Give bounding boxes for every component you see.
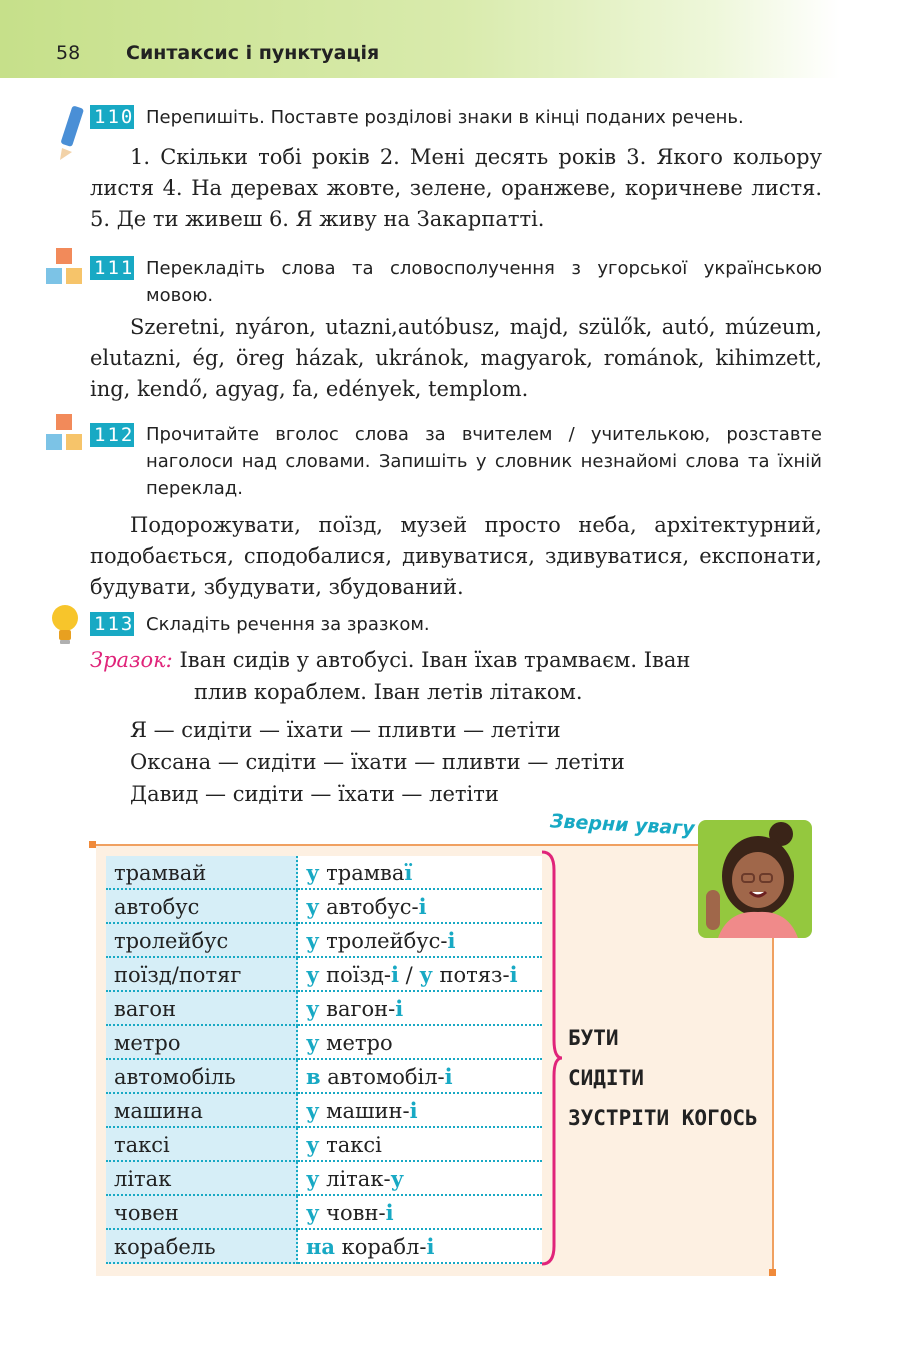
word-stem: таксі [319, 1133, 382, 1157]
table-row [106, 890, 542, 924]
noun-cell: вагон [106, 992, 298, 1026]
word-stem: трамва [319, 861, 405, 885]
word-ending: і [409, 1098, 418, 1123]
page-number: 58 [56, 42, 81, 64]
locative-cell [298, 1094, 542, 1128]
table-row [106, 1162, 542, 1196]
sample-line-2: плив кораблем. Іван летів літаком. [194, 680, 583, 704]
word-stem: літак- [319, 1167, 391, 1191]
word-stem: корабл- [334, 1235, 427, 1259]
word-stem: поїзд- [319, 963, 391, 987]
table-row [106, 1060, 542, 1094]
sample-label: Зразок: [90, 648, 173, 672]
noun-cell: корабель [106, 1230, 298, 1264]
table-row [106, 1128, 542, 1162]
exercise-110-body: 1. Скільки тобі років 2. Мені десять років 3. Якого кольору листя 4. На деревах жовте, зелене, оранжеве, коричневе листя. 5. Де ти живеш 6. Я живу на Закарпатті. [90, 145, 822, 231]
word-ending: у [390, 1166, 404, 1191]
preposition: у [306, 962, 320, 987]
preposition: у [306, 1132, 320, 1157]
table-row [106, 1094, 542, 1128]
sample-line-1 [90, 648, 690, 672]
noun-cell: тролейбус [106, 924, 298, 958]
abc-blocks-icon [46, 414, 86, 454]
exercise-number-113: 113 [90, 612, 134, 636]
girl-avatar-image [698, 820, 812, 938]
word-ending: і [426, 1234, 435, 1259]
section-title: Синтаксис і пунктуація [126, 42, 380, 64]
preposition: у [306, 928, 320, 953]
abc-blocks-icon [46, 248, 86, 288]
task-line-1: Я — сидіти — їхати — пливти — летіти [130, 718, 561, 742]
noun-case-table [106, 856, 542, 1264]
locative-cell [298, 1060, 542, 1094]
noun-cell: машина [106, 1094, 298, 1128]
exercise-112-body: Подорожувати, поїзд, музей просто неба, архітектурний, подобається, сподобалися, дивуватися, здивуватися, експонати, будувати, збудувати, збудований. [90, 513, 822, 599]
word-ending: і [395, 996, 404, 1021]
noun-cell: автомобіль [106, 1060, 298, 1094]
locative-cell [298, 1128, 542, 1162]
exercise-110-instruction: Перепишіть. Поставте розділові знаки в кінці поданих речень. [146, 107, 744, 128]
lightbulb-icon [48, 602, 82, 646]
exercise-111-body: Szeretni, nyáron, utazni,autóbusz, majd, szülők, autó, múzeum, elutazni, ég, öreg házak, ukránok, magyarok, románok, kihimzett, ing, kendő, agyag, fa, edények, templom. [90, 315, 822, 401]
table-row [106, 1026, 542, 1060]
curly-brace-icon [540, 850, 564, 1266]
corner-marker [769, 1269, 776, 1276]
locative-cell [298, 890, 542, 924]
noun-cell: поїзд/потяг [106, 958, 298, 992]
exercise-112-instruction: Прочитайте вголос слова за вчителем / учителькою, розставте наголоси над словами. Запишіть у словник незнайомі слова та їхній переклад. [146, 424, 822, 499]
exercise-number-110: 110 [90, 105, 134, 129]
sample-text: Іван сидів у автобусі. Іван їхав трамваєм. Іван [179, 648, 691, 672]
exercise-113-instruction: Складіть речення за зразком. [146, 614, 430, 635]
table-row [106, 1230, 542, 1264]
word-stem: вагон- [319, 997, 396, 1021]
preposition: у [306, 894, 320, 919]
table-row [106, 958, 542, 992]
noun-cell: човен [106, 1196, 298, 1230]
word-ending: і [418, 894, 427, 919]
locative-cell [298, 924, 542, 958]
table-row [106, 992, 542, 1026]
preposition: у [306, 1030, 320, 1055]
locative-cell [298, 856, 542, 890]
verb-item: ЗУСТРІТИ КОГОСЬ [568, 1106, 758, 1130]
attention-box-right-line [772, 934, 774, 1274]
preposition: у [306, 996, 320, 1021]
word-stem: тролейбус- [319, 929, 448, 953]
locative-cell [298, 1162, 542, 1196]
locative-cell [298, 1230, 542, 1264]
word-ending: і [385, 1200, 394, 1225]
word-ending: і [390, 962, 399, 987]
table-row [106, 924, 542, 958]
word-stem: автобус- [319, 895, 419, 919]
word-stem: човн- [319, 1201, 386, 1225]
table-row [106, 1196, 542, 1230]
noun-cell: таксі [106, 1128, 298, 1162]
noun-cell: трамвай [106, 856, 298, 890]
preposition: на [306, 1234, 335, 1259]
preposition: у [419, 962, 433, 987]
verbs-list [568, 1018, 758, 1138]
verb-item: СИДІТИ [568, 1066, 644, 1090]
page-header [0, 0, 840, 78]
noun-cell: автобус [106, 890, 298, 924]
attention-box-top-line [92, 844, 698, 846]
preposition: в [306, 1064, 321, 1089]
preposition: у [306, 860, 320, 885]
word-stem: потяз- [439, 963, 510, 987]
word-stem: метро [319, 1031, 393, 1055]
word-stem: автомобіл- [320, 1065, 445, 1089]
task-line-3: Давид — сидіти — їхати — летіти [130, 782, 499, 806]
table-row [106, 856, 542, 890]
attention-title: Зверни увагу [549, 810, 696, 840]
noun-cell: метро [106, 1026, 298, 1060]
word-ending: і [447, 928, 456, 953]
pencil-icon [56, 102, 86, 160]
task-line-2: Оксана — сидіти — їхати — пливти — летіти [130, 750, 625, 774]
exercise-number-112: 112 [90, 423, 134, 447]
locative-cell: у поїзд-і / у потяз-і [298, 958, 542, 992]
verb-item: БУТИ [568, 1026, 619, 1050]
locative-cell [298, 992, 542, 1026]
locative-cell [298, 1026, 542, 1060]
locative-cell [298, 1196, 542, 1230]
exercise-number-111: 111 [90, 256, 134, 280]
word-ending: і [444, 1064, 453, 1089]
corner-marker [89, 841, 96, 848]
noun-cell: літак [106, 1162, 298, 1196]
preposition: у [306, 1098, 320, 1123]
word-ending: і [509, 962, 518, 987]
preposition: у [306, 1166, 320, 1191]
word-ending: ї [404, 860, 413, 885]
word-stem: машин- [319, 1099, 410, 1123]
preposition: у [306, 1200, 320, 1225]
exercise-111-instruction: Перекладіть слова та словосполучення з угорської українською мовою. [146, 258, 822, 306]
